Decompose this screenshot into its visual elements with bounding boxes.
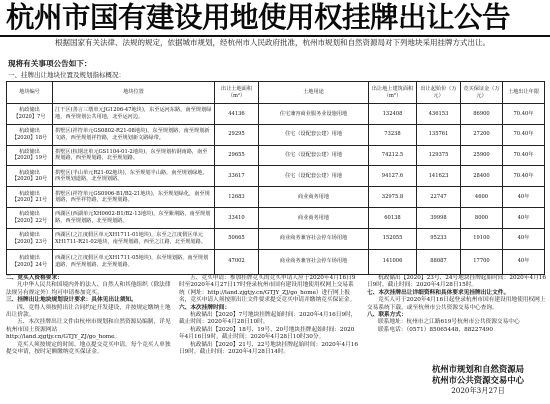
cell-use: 商业商务兼容社会停车场用地 [259,228,369,249]
cell-id: 杭政储出【2020】24号 [7,249,53,274]
cell-gfa: 60138 [369,207,417,228]
cell-use: 商业商务用地 [259,207,369,228]
cell-years: 40年 [503,207,545,228]
section-heading: 八、联系方式： [367,312,407,319]
cell-id: 杭政储出【2020】21号 [7,187,53,208]
cell-start-price: 95233 [417,228,461,249]
notice-line: 现将有关事项公告如下： [8,59,92,68]
table-row [7,145,545,166]
cell-start-price: 129375 [417,145,461,166]
cell-gfa: 152055 [369,228,417,249]
cell-area: 33410 [215,207,259,228]
signature-block [408,364,548,396]
cell-id: 杭政储出【2020】7号 [7,104,53,125]
cell-use: 商业商务用地 [259,187,369,208]
cell-gfa: 132408 [369,104,417,125]
cell-deposit: 19100 [461,228,503,249]
cell-gfa: 74212.5 [369,145,417,166]
cell-gfa: 32975.8 [369,187,417,208]
cell-location: 拱墅区(祥符单元GS0906-B1/B2-21地块)，东至规划绿化，南至规划路，西至祥符路，北至规划路。 [53,187,215,208]
paragraph: 杭政储出【2020】7号地块挂牌起始时间：2020年4月16日9时，截止时间：2020年4月28日10时。 [179,312,357,326]
cell-location: 拱墅区(祥符单元GS0802-R21-08地块)，东至规划路，南至规划新文路，西至规划祥符路，北至规划新文路绿带。 [53,124,215,145]
paragraph: 五、本次挂牌出让文件由杭州市规划和自然资源局编制，详见杭州市国土资源网站http://land.zjgtjy.cn/GTJY_ZJ/go_home。 [6,319,171,341]
section-heading: 二、竞买人资格要求： [6,275,63,281]
paragraph: 凡中华人民共和国境内外的法人、自然人和其他组织（除法律法规另有规定外）均可申请参加竞买。 [6,282,171,296]
cell-years: 70.40年 [503,166,545,187]
section-heading: 七、本次挂牌出让详细资料和具体要求见挂牌出让文件。 [367,289,510,296]
cell-id: 杭政储出【2020】23号 [7,228,53,249]
header-years: 土地出让年限 [503,82,545,104]
table-row [7,166,545,187]
section-heading: 六、本次挂牌时间： [179,304,231,311]
cell-start-price: 88087 [417,249,461,274]
intro-paragraph: 根据国家有关法律、法规的规定，依据城市规划，经杭州市人民政府批准，杭州市规划和自然资源局对下列地块采用挂牌方式出让。 [55,38,490,47]
cell-location: 江干区(善言三墩单元JG1206-47地块)，东至运河东路，南至规划绿地，西至规划公共用地，北至运河边。 [53,104,215,125]
cell-area: 44136 [215,104,259,125]
paragraph: 杭政储出【2020】18号、19号、20号地块挂牌起始时间：2020年4月16日9时，截止时间：2020年4月28日10时30分。 [179,326,355,341]
header-use: 土地用途 [259,82,369,104]
cell-years: 40年 [503,187,545,208]
cell-id: 杭政储出【2020】18号 [7,124,53,145]
paragraph: 联系地址：杭州市之江路619号杭州市公共资源交易中心 [378,319,520,326]
cell-area: 33617 [215,166,259,187]
header-deposit: 竞买保证金（万元） [461,82,503,104]
parcel-table [6,81,545,275]
title-divider [0,35,550,37]
cell-start-price: 135761 [417,124,461,145]
cell-location: 拱墅区(半山单元R21-02地块)，东至规划半山路，南至规划绿地，西至规划道路，北至规划路。 [53,166,215,187]
section-heading: 三、挂牌出让地块规划设计要求：具体见出让须知。 [6,297,137,304]
cell-start-price: 39998 [417,207,461,228]
page-title: 杭州市国有建设用地使用权挂牌出让公告 [6,1,511,34]
paragraph: 竞买人须按规定的时间、地点提交竞买申请，每个竞买人单独提交申请，按时足额缴纳竞买保证金。 [6,341,171,356]
cell-deposit: 86900 [461,104,503,125]
cell-start-price: 22747 [417,187,461,208]
table-row [7,104,545,125]
cell-use: 住宅兼容商业服务业设施用地 [259,104,369,125]
parcel-table-body [7,104,545,275]
table-header-row [7,82,545,104]
cell-gfa: 73238 [369,124,417,145]
cell-gfa: 94127.6 [369,166,417,187]
cell-deposit: 25900 [461,145,503,166]
table-row [7,249,545,274]
cell-use: 住宅（设配套公建）用地 [259,124,369,145]
table-row [7,187,545,208]
cell-years: 40年 [503,249,545,274]
table-row [7,207,545,228]
cell-id: 杭政储出【2020】19号 [7,145,53,166]
cell-area: 12683 [215,187,259,208]
cell-id: 杭政储出【2020】20号 [7,166,53,187]
cell-deposit: 28400 [461,166,503,187]
cell-years: 70.40年 [503,104,545,125]
cell-use: 住宅（设配套公建）用地 [259,166,369,187]
cell-deposit: 8000 [461,207,503,228]
terms-column-2 [179,275,359,403]
cell-years: 70.40年 [503,145,545,166]
paragraph: 杭政储出【2020】21号、22号地块挂牌起始时间：2020年4月16日9时，截止时间：2020年4月28日14时。 [179,341,359,356]
table-row [7,124,545,145]
header-start-price: 出让起始价（万元） [417,82,461,104]
signature-org-1: 杭州市规划和自然资源局 [431,364,525,374]
cell-id: 杭政储出【2020】22号 [7,207,53,228]
cell-area: 47002 [215,249,259,274]
header-gfa: 出让地上建筑面积（m²） [369,82,417,104]
cell-area: 29655 [215,145,259,166]
paragraph: 杭政储出【2020】23号、24号地块挂牌起始时间：2020年4月16日9时，截止时间：2020年4月28日15时。 [367,275,547,289]
paragraph: 竞买人可于2020年4月16日起登录杭州市国有建设用地使用权网上交易系统下载，或至杭州市公共资源交易中心查询。 [367,297,546,311]
header-location: 地块位置 [53,82,215,104]
cell-years: 70.40年 [503,124,545,145]
paragraph: 四、竞得人须按照出让合同约定开发建设，并按规定缴纳土地出让价款。 [6,304,171,319]
cell-location: 拱墅区(杭钢北单元GS1104-01-2地块)，东至规划杭钢南路，南至规划路，西至规划路，北至规划路。 [53,145,215,166]
cell-years: 40年 [503,228,545,249]
cell-deposit: 4600 [461,187,503,208]
cell-area: 50665 [215,228,259,249]
cell-deposit: 17700 [461,249,503,274]
terms-column-1 [6,275,171,403]
cell-start-price: 436153 [417,104,461,125]
cell-use: 住宅（设配套公建）用地 [259,145,369,166]
section-heading-parcels: 一、挂牌出让地块位置及规划指标概况： [8,71,125,79]
cell-deposit: 27200 [461,124,503,145]
signature-date: 2020年3月27日 [451,386,505,395]
signature-org-2: 杭州市公共资源交易中心 [431,375,525,385]
cell-use: 商业商务兼容社会停车场用地 [259,249,369,274]
cell-location: 西湖区(之江度假区单元XH1711-01地块)，东至之江度假区单元XH1711-R21-02地块，南至规划路，西至之江路，北至规划路。 [53,228,215,249]
paragraph: 联系电话：（0571）85065448，88227490 [378,326,494,333]
header-id: 地块编号 [7,82,53,104]
cell-start-price: 141623 [417,166,461,187]
header-area: 出让土地面积（m²） [215,82,259,104]
cell-location: 西湖区(之江度假区单元XH1711-05地块)，东至规划路，南至规划道路，西至规划路，北至规划路。 [53,249,215,274]
paragraph: 五、竞买申请：参加挂牌竞买的竞买申请人应于2020年4月16日9时至2020年4月27日17时登录杭州市国有建设用地使用权网上交易系统（网址：http://land.zjgtjy.cn/GTJY_ZJ/go_home）进行网上报名，竞买申请人须按照出让文件要求提交竞买申请并缴纳竞买保证金。 [179,275,356,304]
cell-area: 29295 [215,124,259,145]
cell-location: 西湖区(西湖单元XH0602-B1/B2-13地块)，东至紫荆路，南至规划路，西至规划路，北至规划路。 [53,207,215,228]
cell-gfa: 141006 [369,249,417,274]
table-row [7,228,545,249]
